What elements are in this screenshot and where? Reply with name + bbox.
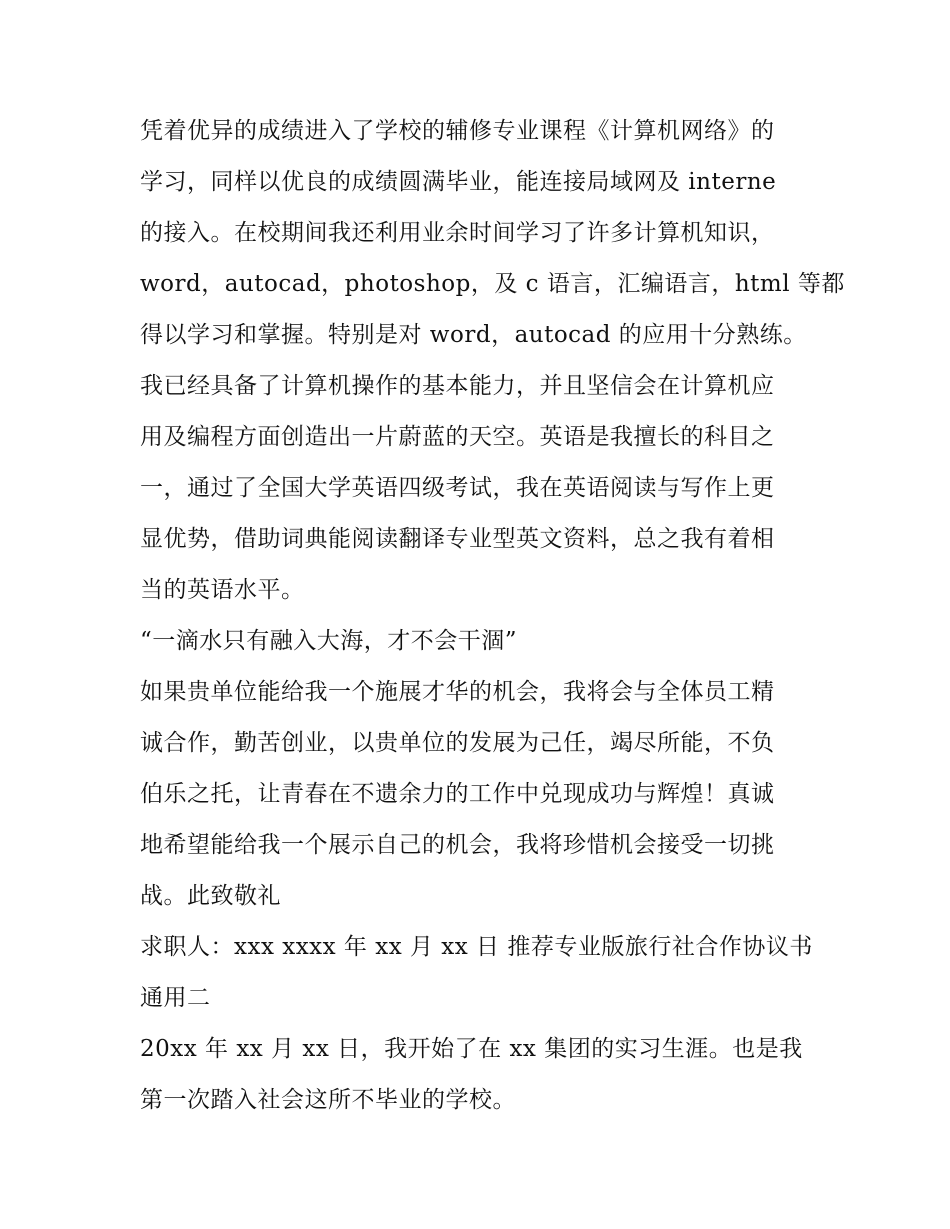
text-line: 用及编程方面创造出一片蔚蓝的天空。英语是我擅长的科目之: [140, 424, 775, 450]
text-line: 得以学习和掌握。特别是对 word，autocad 的应用十分熟练。: [140, 322, 807, 348]
text-line: 第一次踏入社会这所不毕业的学校。: [140, 1087, 516, 1113]
text-line: 的接入。在校期间我还利用业余时间学习了许多计算机知识，: [140, 220, 775, 246]
text-line: 如果贵单位能给我一个施展才华的机会，我将会与全体员工精: [140, 679, 775, 705]
section-heading: 通用二: [140, 985, 211, 1011]
document-body: [140, 106, 845, 1126]
text-line: 20xx 年 xx 月 xx 日，我开始了在 xx 集团的实习生涯。也是我: [140, 1036, 803, 1062]
text-line: 显优势，借助词典能阅读翻译专业型英文资料，总之我有着相: [140, 526, 775, 552]
text-line: 诚合作，勤苦创业，以贵单位的发展为己任，竭尽所能，不负: [140, 730, 775, 756]
text-line: 一，通过了全国大学英语四级考试，我在英语阅读与写作上更: [140, 475, 775, 501]
quote-line: “一滴水只有融入大海，才不会干涸”: [140, 628, 518, 654]
text-line: word，autocad，photoshop，及 c 语言，汇编语言，html 等都: [140, 271, 845, 297]
signature-line: 求职人：xxx xxxx 年 xx 月 xx 日 推荐专业版旅行社合作协议书: [140, 934, 813, 960]
text-line: 学习，同样以优良的成绩圆满毕业，能连接局域网及 interne: [140, 169, 777, 195]
text-line: 战。此致敬礼: [140, 883, 281, 909]
text-line: 伯乐之托，让青春在不遗余力的工作中兑现成功与辉煌！真诚: [140, 781, 775, 807]
text-line: 地希望能给我一个展示自己的机会，我将珍惜机会接受一切挑: [140, 832, 775, 858]
text-line: 凭着优异的成绩进入了学校的辅修专业课程《计算机网络》的: [140, 118, 775, 144]
text-line: 当的英语水平。: [140, 577, 305, 603]
text-line: 我已经具备了计算机操作的基本能力，并且坚信会在计算机应: [140, 373, 775, 399]
